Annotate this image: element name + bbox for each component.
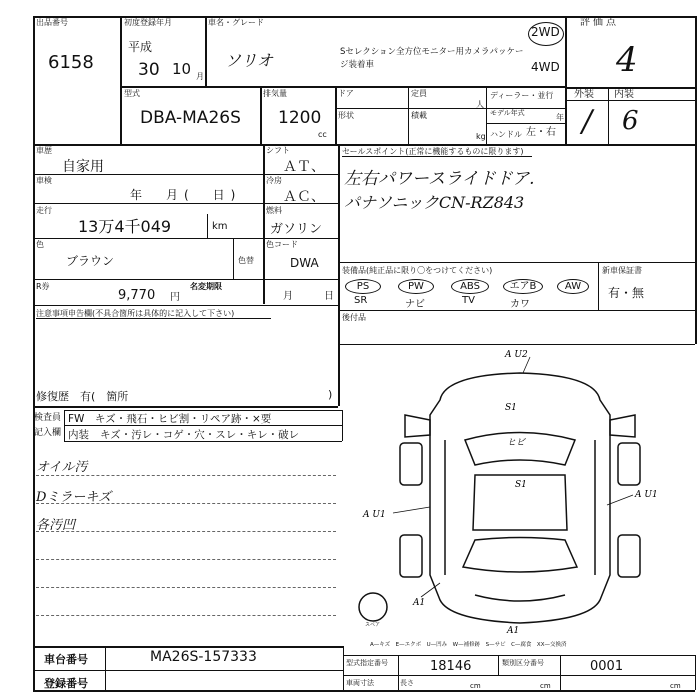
weight-label: 積載 bbox=[411, 111, 427, 120]
lot-number: 6158 bbox=[48, 52, 94, 73]
equip-abs: ABS bbox=[451, 279, 489, 294]
color-code-value: DWA bbox=[290, 256, 319, 270]
grade: Sセレクション全方位モニター用カメラパッケージ装着車 bbox=[340, 47, 524, 70]
dims-label: 車両寸法 bbox=[346, 679, 374, 687]
recycle-value: 9,770 bbox=[118, 288, 156, 303]
inspector-label-1: 検査員 bbox=[34, 413, 62, 423]
diagram-mark-crack: ヒビ bbox=[507, 438, 526, 448]
equip-ps: PS bbox=[345, 279, 381, 294]
mileage-value: 13万4千049 bbox=[78, 217, 172, 236]
person-unit: 人 bbox=[476, 100, 484, 109]
spare-label: スペア bbox=[365, 622, 381, 628]
handle-label: ハンドル bbox=[490, 130, 522, 139]
inspector-row-2: キズ・汚レ・コゲ・穴・スレ・キレ・破レ bbox=[100, 429, 300, 441]
cc-value: 1200 bbox=[278, 108, 322, 128]
handle-value: 左・右 bbox=[526, 127, 556, 138]
ac-value: ＡＣ、 bbox=[283, 189, 325, 205]
fuel-label: 燃料 bbox=[266, 206, 282, 215]
diagram-mark-s1-roof: S1 bbox=[515, 480, 527, 490]
model-year-label: モデル年式 bbox=[490, 109, 525, 117]
dealer-label: ディーラー・並行 bbox=[490, 91, 554, 100]
equip-leather: カワ bbox=[510, 299, 530, 310]
interior-grade: 6 bbox=[622, 106, 639, 136]
yen-unit: 円 bbox=[170, 292, 180, 303]
shift-label: シフト bbox=[266, 146, 290, 155]
equip-navi: ナビ bbox=[405, 299, 425, 310]
diagram-mark-au2: A U2 bbox=[505, 350, 528, 360]
cm-unit-1: cm bbox=[470, 682, 481, 690]
recycle-label: R券 bbox=[36, 282, 50, 291]
month-unit: 月 bbox=[196, 72, 204, 81]
diagram-mark-a1-rear: A1 bbox=[507, 626, 520, 636]
door-label: ドア bbox=[338, 89, 354, 98]
cm-unit-3: cm bbox=[670, 682, 681, 690]
equip-tv: TV bbox=[462, 295, 475, 306]
reg-number-label: 登録番号 bbox=[44, 677, 88, 690]
car-damage-diagram bbox=[345, 345, 695, 645]
handwritten-note-1: オイル汚 bbox=[36, 460, 88, 475]
equip-pw: PW bbox=[398, 279, 434, 294]
ac-label: 冷房 bbox=[266, 176, 282, 185]
chassis-label: 車台番号 bbox=[44, 653, 88, 666]
color-code-label: 色コード bbox=[266, 240, 298, 249]
era: 平成 bbox=[128, 40, 153, 54]
cc-label: 排気量 bbox=[263, 89, 287, 98]
type-approval-value: 18146 bbox=[430, 659, 472, 674]
diagram-mark-s1-front: S1 bbox=[505, 403, 517, 413]
equipment-label: 装備品(純正品に限り〇をつけてください) bbox=[342, 266, 493, 275]
notes-label: 注意事項申告欄(不具合箇所は具体的に記入して下さい) bbox=[36, 309, 235, 318]
deadline-month-unit: 月 bbox=[283, 291, 293, 302]
model-label: 型式 bbox=[124, 89, 140, 98]
km-unit: km bbox=[212, 221, 228, 232]
equip-aw: AW bbox=[557, 279, 589, 294]
repair-close-paren: ) bbox=[328, 388, 333, 401]
history-value: 自家用 bbox=[62, 159, 104, 175]
lot-label: 出品番号 bbox=[36, 18, 68, 27]
selling-point-1: 左右パワースライドドア. bbox=[344, 169, 535, 189]
shift-value: ＡＴ、 bbox=[283, 159, 325, 175]
inspector-row-2-label: 内装 bbox=[68, 429, 89, 441]
handwritten-note-2: Dミラーキズ bbox=[36, 490, 112, 505]
car-name: ソリオ bbox=[225, 51, 273, 70]
reg-year-label: 初度登録年月 bbox=[124, 18, 172, 27]
equip-airbag: エアB bbox=[503, 279, 543, 294]
damage-legend: A—キズ E—エクボ U—凹み W—補修跡 S—サビ C—腐食 XX—交換済 bbox=[370, 642, 567, 648]
kg-unit: kg bbox=[476, 132, 486, 141]
selling-points-label: セールスポイント(正常に機能するものに限ります) bbox=[342, 147, 524, 156]
model-code: DBA-MA26S bbox=[140, 108, 241, 128]
shape-label: 形状 bbox=[338, 111, 354, 120]
name-label: 車名・グレード bbox=[208, 18, 264, 27]
drive-2wd-label: 2WD bbox=[531, 25, 560, 39]
cm-unit-2: cm bbox=[540, 682, 551, 690]
handwritten-note-3: 各汚凹 bbox=[36, 518, 76, 533]
interior-label: 内装 bbox=[614, 89, 634, 100]
drive-4wd-label: 4WD bbox=[531, 60, 560, 74]
title-deadline-label: 名変期限 bbox=[190, 282, 222, 291]
reg-year: 30 bbox=[138, 60, 160, 80]
repair-history: 修復歴 有( 箇所 bbox=[36, 390, 129, 403]
selling-point-2: パナソニックCN-RZ843 bbox=[344, 193, 525, 212]
history-label: 車歴 bbox=[36, 146, 52, 155]
inspection-value: 年 月( 日) bbox=[130, 188, 242, 202]
cc-unit: cc bbox=[318, 130, 327, 139]
color-value: ブラウン bbox=[66, 254, 115, 268]
warranty-value: 有・無 bbox=[608, 286, 645, 300]
diagram-mark-au1-right: A U1 bbox=[635, 490, 658, 500]
diagram-mark-a1-left: A1 bbox=[413, 598, 426, 608]
chassis-value: MA26S-157333 bbox=[150, 649, 257, 665]
inspection-label: 車検 bbox=[36, 176, 52, 185]
category-label: 類別区分番号 bbox=[502, 659, 544, 667]
inspector-label-2: 記入欄 bbox=[34, 428, 62, 438]
equip-sr: SR bbox=[354, 295, 368, 306]
color-swatch-label: 色替 bbox=[238, 256, 254, 265]
length-label: 長さ bbox=[400, 679, 414, 687]
score-value: 4 bbox=[616, 40, 638, 80]
color-label: 色 bbox=[36, 240, 44, 249]
reg-month: 10 bbox=[172, 60, 192, 78]
warranty-label: 新車保証書 bbox=[602, 266, 642, 275]
exterior-label: 外装 bbox=[574, 89, 594, 100]
inspector-row-1: FW キズ・飛石・ヒビ割・リペア跡・×要 bbox=[68, 413, 272, 425]
diagram-mark-au1-left: A U1 bbox=[363, 510, 386, 520]
capacity-label: 定員 bbox=[411, 89, 427, 98]
exterior-grade: / bbox=[582, 104, 593, 139]
score-label: 評価点 bbox=[580, 17, 619, 28]
mileage-label: 走行 bbox=[36, 206, 52, 215]
fuel-value: ガソリン bbox=[270, 222, 323, 237]
accessories-label: 後付品 bbox=[342, 313, 366, 322]
year-unit: 年 bbox=[556, 113, 564, 122]
deadline-day-unit: 日 bbox=[324, 291, 334, 302]
category-value: 0001 bbox=[590, 659, 624, 674]
type-approval-label: 型式指定番号 bbox=[346, 659, 388, 667]
